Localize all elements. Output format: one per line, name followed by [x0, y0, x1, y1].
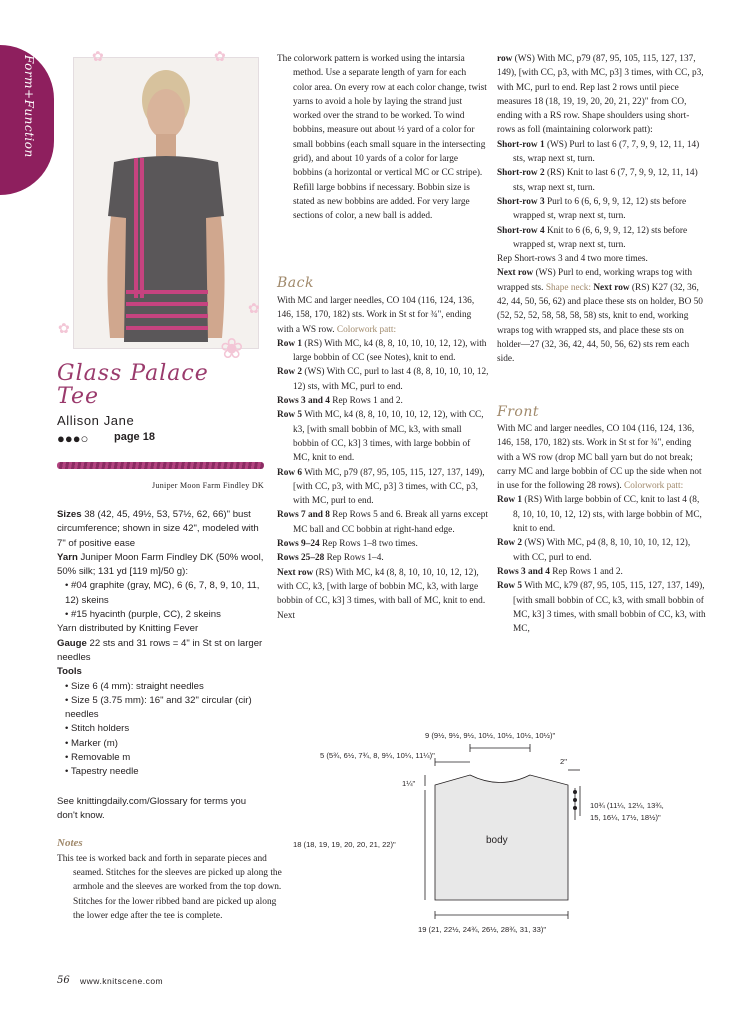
page-number: 56 [57, 975, 70, 986]
notes-heading: Notes [57, 837, 83, 849]
tool-item: • Size 6 (4 mm): straight needles [65, 680, 204, 692]
tool-item: • Removable m [65, 752, 131, 764]
tool-item: • Stitch holders [65, 723, 130, 735]
notes-text: This tee is worked back and forth in separate pieces and seamed. Stitches for the sleeves are picked up along the armhole and the sleeves are worked from the top down. Stitches for the lower ribbed band are picked up along the lower edge after the tee is complete. [57, 854, 282, 921]
tool-item: • Tapestry needle [65, 766, 139, 778]
marker-dot [573, 806, 577, 810]
footer-url[interactable]: www.knitscene.com [80, 976, 164, 986]
flower-icon: ✿ [214, 48, 226, 64]
dim-neck-drop: 1¼" [402, 779, 416, 788]
flower-icon: ✿ [58, 320, 70, 336]
flower-icon: ✿ [92, 48, 104, 64]
model-photo [74, 58, 258, 348]
front-instructions: With MC and larger needles, CO 104 (116, 124, 136, 146, 158, 170, 182) sts. Work in St st for ¾", ending with a WS row (drop MC ball yarn but do not break; carry MC and large bobbin of CC up the side when not in use for the following 28 rows). Colorwork patt: Row 1 (RS) With large bobbin of CC, knit to last 4 (8, 8, 10, 10, 10, 12, 12) sts, with large bobbin of MC, knit to end. Row 2 (WS) With MC, p4 (8, 8, 10, 10, 10, 12, 12), with CC, purl to end. Rows 3 and 4 Rep Rows 1 and 2. Row 5 With MC, k79 (87, 95, 105, 115, 127, 137, 149), [with small bobbin of CC, k3, with small bobbin of MC, k3] 3 times, with small bobbin of CC, k3, with MC, [497, 424, 706, 635]
intro-text: The colorwork pattern is worked using the intarsia method. Use a separate length of yarn for each color area. On every row at each color change, twist yarns to avoid a hole by laying the strand just worked over the strand to be worked. To wind bobbins, measure out about ½ yard of a color for small bobbins (each small square in the intersecting grid), and about 10 yards of a color for large bobbins (a horizontal or vertical MC or CC stripe). Refill large bobbins if necessary. Bobbin size is stated as new bobbins are added. For very large sections of color, a new ball is added. [277, 54, 487, 222]
dim-width: 19 (21, 22½, 24¾, 26½, 28¾, 31, 33)" [418, 925, 547, 934]
designer-name: Allison Jane [57, 413, 135, 428]
dim-shoulder: 5 (5¾, 6½, 7¾, 8, 9¼, 10¼, 11¼)" [320, 751, 435, 760]
body-schematic [290, 720, 720, 960]
tool-item: • Size 5 (3.75 mm): 16" and 32" circular (cir) needles [65, 694, 252, 721]
dim-armhole-a: 10¾ (11¼, 12¼, 13¾, [590, 801, 664, 810]
section-tab-label: Form+Function [22, 55, 36, 158]
glossary-note: See knittingdaily.com/Glossary for terms you don't know. [57, 796, 247, 822]
flower-icon: ❀ [220, 333, 244, 364]
back-instructions: With MC and larger needles, CO 104 (116, 124, 136, 146, 158, 170, 182) sts. Work in St st for ¾", ending with a WS row. Colorwork patt: Row 1 (RS) With MC, k4 (8, 8, 10, 10, 10, 12, 12), with large bobbin of CC (see Notes), knit to end. Row 2 (WS) With CC, purl to last 4 (8, 8, 10, 10, 10, 12, 12) sts, with MC, purl to end. Rows 3 and 4 Rep Rows 1 and 2. Row 5 With MC, k4 (8, 8, 10, 10, 10, 12, 12), with CC, k3, [with small bobbin of MC, k3, with small bobbin of CC, k3] 3 times, with large bobbin of MC, knit to end. Row 6 With MC, p79 (87, 95, 105, 115, 127, 137, 149), [with CC, p3, with MC, p3] 3 times, with CC, p3, with MC, purl to end. Rows 7 and 8 Rep Rows 5 and 6. Break all yarns except MC ball and CC bobbin at right-hand edge. Rows 9–24 Rep Rows 1–8 two times. Rows 25–28 Rep Rows 1–4. Next row (RS) With MC, k4 (8, 8, 10, 10, 10, 12, 12), with CC, k3, [with large of bobbin MC, k3, with large bobbin of CC, k3] 3 times, with ball of MC, knit to end. Next [277, 296, 489, 621]
yarn-label: Juniper Moon Farm Findley DK [152, 481, 264, 490]
back-instructions-cont: row (WS) With MC, p79 (87, 95, 105, 115, 127, 137, 149), [with CC, p3, with MC, p3] 3 times, with CC, p3, with MC, purl to end. Rep last 2 rows until piece measures 18 (18, 19, 19, 20, 20, 21, 22)" from CO, ending with a RS row. Shape shoulders using short-rows as foll (maintaining colorwork patt): Short-row 1 (WS) Purl to last 6 (7, 7, 9, 9, 12, 11, 14) sts, wrap next st, turn. Short-row 2 (RS) Knit to last 6 (7, 7, 9, 9, 12, 11, 14) sts, wrap next st, turn. Short-row 3 Purl to 6 (6, 6, 9, 9, 12, 12) sts before wrapped st, wrap next st, turn. Short-row 4 Knit to 6 (6, 6, 9, 9, 12, 12) sts before wrapped st, wrap next st, turn. Rep Short-rows 3 and 4 two more times. Next row (WS) Purl to end, working wraps tog with wrapped sts. Shape neck: Next row (RS) K27 (32, 36, 42, 44, 50, 56, 62) and place these sts on holder, BO 50 (52, 52, 52, 58, 58, 58, 58) sts, knit to end, working wraps tog with wrapped sts, and place these sts on holder—27 (32, 36, 42, 44, 50, 56, 62) sts rem each side. [497, 54, 704, 365]
pattern-title: Glass Palace Tee [57, 361, 209, 409]
dim-sleeve-drop: 2" [560, 757, 567, 766]
page-reference: page 18 [114, 431, 155, 443]
flower-icon: ✿ [248, 300, 260, 316]
dim-length: 18 (18, 19, 19, 20, 20, 21, 22)" [293, 840, 396, 849]
front-heading: Front [497, 404, 539, 420]
tool-item: • Marker (m) [65, 737, 118, 749]
difficulty-rating: ●●●○ [57, 431, 89, 446]
dim-armhole-b: 15, 16¼, 17½, 18½)" [590, 813, 661, 822]
back-heading: Back [277, 275, 314, 291]
pattern-specs: Sizes 38 (42, 45, 49½, 53, 57½, 62, 66)" bust circumference; shown in size 42", modeled with 7" of positive ease Yarn Juniper Moon Farm Findley DK (50% wool, 50% silk; 131 yd [119 m]/50 g): • #04 graphite (gray, MC), 6 (6, 7, 8, 9, 10, 11, 12) skeins • #15 hyacinth (purple, CC), 2 skeins Yarn distributed by Knitting Fever Gauge 22 sts and 31 rows = 4" in St st on larger needles Tools • Size 6 (4 mm): straight needles • Size 5 (3.75 mm): 16" and 32" circular (cir) needles • Stitch holders • Marker (m) • Removable m • Tapestry needle [57, 508, 267, 780]
body-label: body [486, 835, 508, 846]
yarn-swatch [57, 462, 264, 469]
marker-dot [573, 790, 577, 794]
dim-neck-width: 9 (9½, 9½, 9½, 10½, 10½, 10½, 10½)" [425, 731, 556, 740]
marker-dot [573, 798, 577, 802]
